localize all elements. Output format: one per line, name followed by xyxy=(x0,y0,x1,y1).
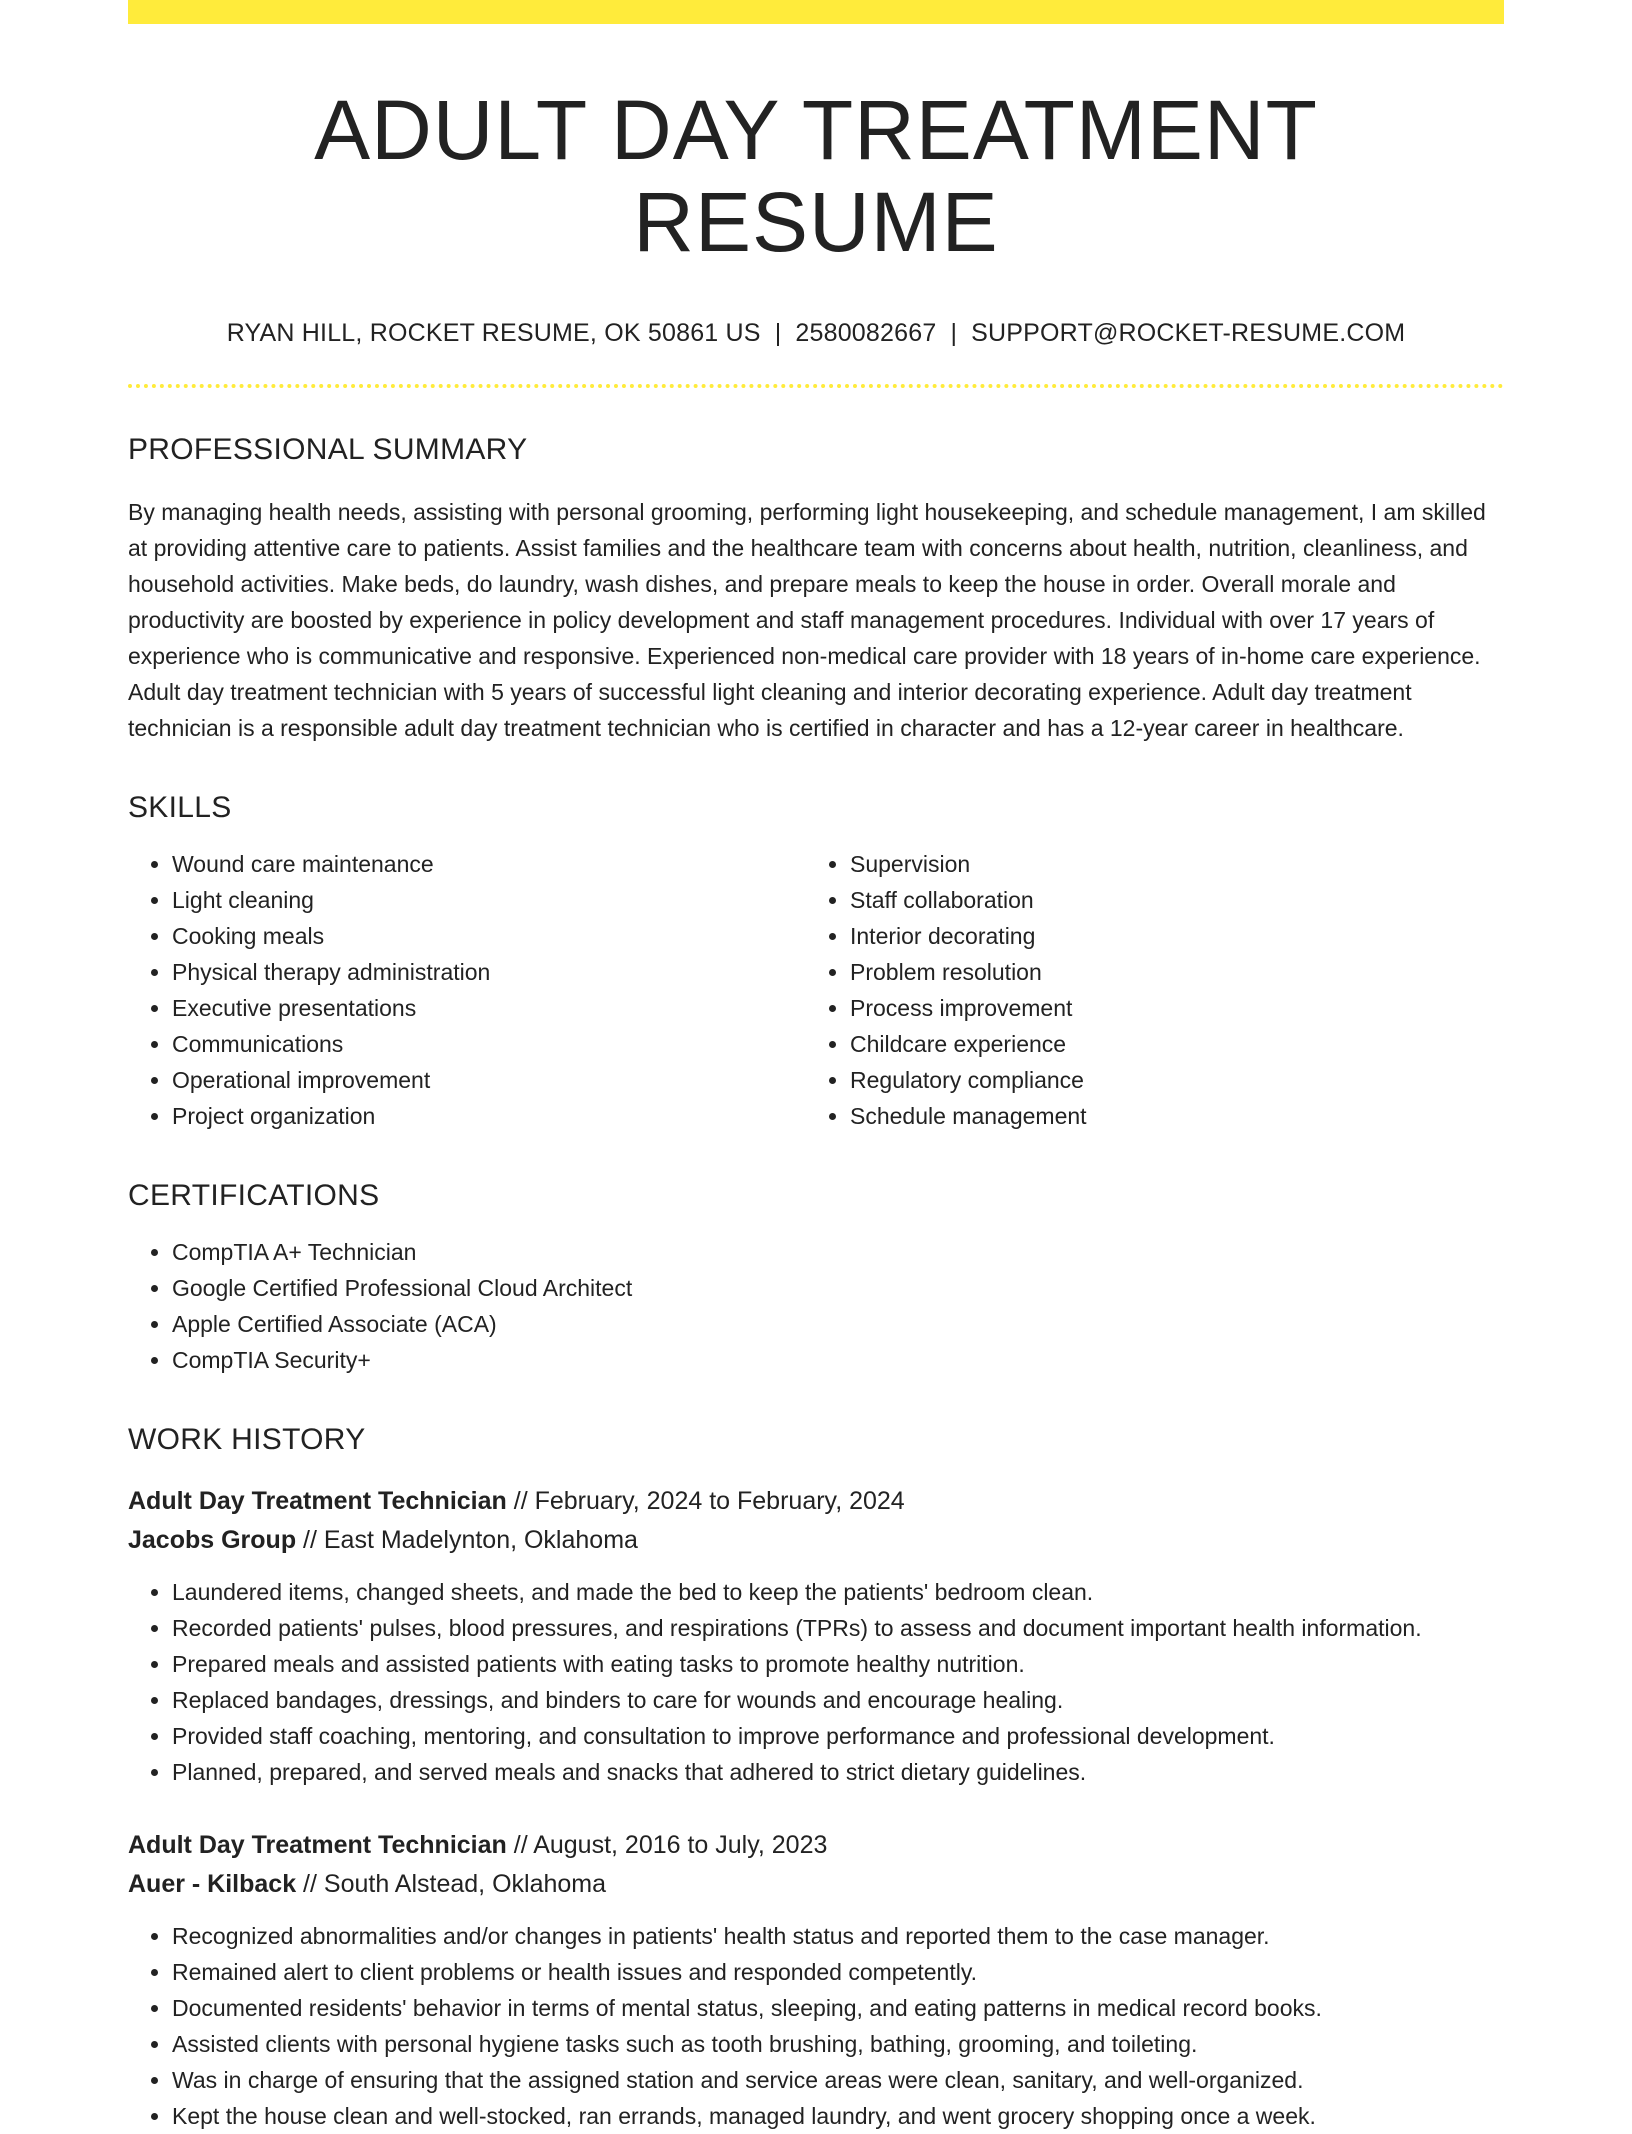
job-entry xyxy=(128,1482,1504,1790)
skill-item: • Supervision xyxy=(850,846,1484,882)
job-duty-item: • Documented residents' behavior in terms of mental status, sleeping, and eating patterns in medical record books. xyxy=(172,1990,1504,2026)
certification-item: • Google Certified Professional Cloud Architect xyxy=(172,1270,1504,1306)
job-duty-item: • Recorded patients' pulses, blood pressures, and respirations (TPRs) to assess and document important health information. xyxy=(172,1610,1504,1646)
job-title: Adult Day Treatment Technician xyxy=(128,1486,507,1515)
job-duty-item: • Replaced bandages, dressings, and binders to care for wounds and encourage healing. xyxy=(172,1682,1504,1718)
dotted-divider xyxy=(128,384,1504,388)
job-location: // East Madelynton, Oklahoma xyxy=(296,1525,638,1554)
job-duty-item: • Kept the house clean and well-stocked, ran errands, managed laundry, and went grocery shopping once a week. xyxy=(172,2098,1504,2134)
skill-item: • Cooking meals xyxy=(172,918,806,954)
job-company-line xyxy=(128,1865,1504,1904)
job-duty-item: • Was in charge of ensuring that the assigned station and service areas were clean, sanitary, and well-organized. xyxy=(172,2062,1504,2098)
skill-item: • Light cleaning xyxy=(172,882,806,918)
skills-grid xyxy=(128,846,1504,1134)
certifications-section xyxy=(128,1178,1504,1378)
job-dates: // August, 2016 to July, 2023 xyxy=(506,1830,828,1859)
job-duty-item: • Prepared meals and assisted patients with eating tasks to promote healthy nutrition. xyxy=(172,1646,1504,1682)
contact-line xyxy=(128,319,1504,348)
job-duty-item: • Laundered items, changed sheets, and made the bed to keep the patients' bedroom clean. xyxy=(172,1574,1504,1610)
job-duty-item: • Planned, prepared, and served meals and snacks that adhered to strict dietary guidelines. xyxy=(172,1754,1504,1790)
professional-summary-section xyxy=(128,432,1504,746)
top-accent-bar xyxy=(128,0,1504,24)
contact-address: RYAN HILL, ROCKET RESUME, OK 50861 US xyxy=(226,318,761,347)
job-duty-item: • Provided staff coaching, mentoring, and consultation to improve performance and professional development. xyxy=(172,1718,1504,1754)
section-heading-summary: PROFESSIONAL SUMMARY xyxy=(128,432,528,466)
skill-item: • Wound care maintenance xyxy=(172,846,806,882)
section-heading-certifications: CERTIFICATIONS xyxy=(128,1178,380,1212)
job-duties-list xyxy=(128,1918,1504,2134)
skills-section xyxy=(128,790,1504,1134)
skill-item: • Schedule management xyxy=(850,1098,1484,1134)
job-company: Auer - Kilback xyxy=(128,1869,297,1898)
job-company: Jacobs Group xyxy=(128,1525,297,1554)
job-duty-item: • Recognized abnormalities and/or changes in patients' health status and reported them to the case manager. xyxy=(172,1918,1504,1954)
skills-list-right xyxy=(806,846,1484,1134)
contact-email: SUPPORT@ROCKET-RESUME.COM xyxy=(971,318,1406,347)
certification-item: • CompTIA Security+ xyxy=(172,1342,1504,1378)
resume-page xyxy=(128,0,1504,2134)
contact-separator: | xyxy=(950,318,958,347)
certification-item: • CompTIA A+ Technician xyxy=(172,1234,1504,1270)
job-company-line xyxy=(128,1521,1504,1560)
job-title: Adult Day Treatment Technician xyxy=(128,1830,507,1859)
skill-item: • Communications xyxy=(172,1026,806,1062)
job-duty-item: • Remained alert to client problems or health issues and responded competently. xyxy=(172,1954,1504,1990)
contact-separator: | xyxy=(774,318,782,347)
certifications-list xyxy=(128,1234,1504,1378)
resume-title: ADULT DAY TREATMENT RESUME xyxy=(314,83,1318,270)
skill-item: • Executive presentations xyxy=(172,990,806,1026)
skill-item: • Physical therapy administration xyxy=(172,954,806,990)
work-history-section xyxy=(128,1422,1504,2134)
job-entry xyxy=(128,1826,1504,2134)
section-heading-skills: SKILLS xyxy=(128,790,232,824)
section-heading-work-history: WORK HISTORY xyxy=(128,1422,366,1456)
skill-item: • Childcare experience xyxy=(850,1026,1484,1062)
job-dates: // February, 2024 to February, 2024 xyxy=(506,1486,905,1515)
skill-item: • Staff collaboration xyxy=(850,882,1484,918)
job-title-line xyxy=(128,1826,1504,1865)
skill-item: • Regulatory compliance xyxy=(850,1062,1484,1098)
summary-text: By managing health needs, assisting with personal grooming, performing light housekeeping, and schedule management, I am skilled at providing attentive care to patients. Assist families and the healthcare team with concerns about health, nutrition, cleanliness, and household activities. Make beds, do laundry, wash dishes, and prepare meals to keep the house in order. Overall morale and productivity are boosted by experience in policy development and staff management procedures. Individual with over 17 years of experience who is communicative and responsive. Experienced non-medical care provider with 18 years of in-home care experience. Adult day treatment technician with 5 years of successful light cleaning and interior decorating experience. Adult day treatment technician is a responsible adult day treatment technician who is certified in character and has a 12-year career in healthcare. xyxy=(128,498,1486,741)
skill-item: • Interior decorating xyxy=(850,918,1484,954)
job-title-line xyxy=(128,1482,1504,1521)
skills-list-left xyxy=(128,846,806,1134)
skill-item: • Operational improvement xyxy=(172,1062,806,1098)
contact-phone: 2580082667 xyxy=(795,318,937,347)
skill-item: • Problem resolution xyxy=(850,954,1484,990)
skill-item: • Project organization xyxy=(172,1098,806,1134)
job-duties-list xyxy=(128,1574,1504,1790)
certification-item: • Apple Certified Associate (ACA) xyxy=(172,1306,1504,1342)
job-duty-item: • Assisted clients with personal hygiene tasks such as tooth brushing, bathing, grooming, and toileting. xyxy=(172,2026,1504,2062)
skill-item: • Process improvement xyxy=(850,990,1484,1026)
job-location: // South Alstead, Oklahoma xyxy=(296,1869,607,1898)
